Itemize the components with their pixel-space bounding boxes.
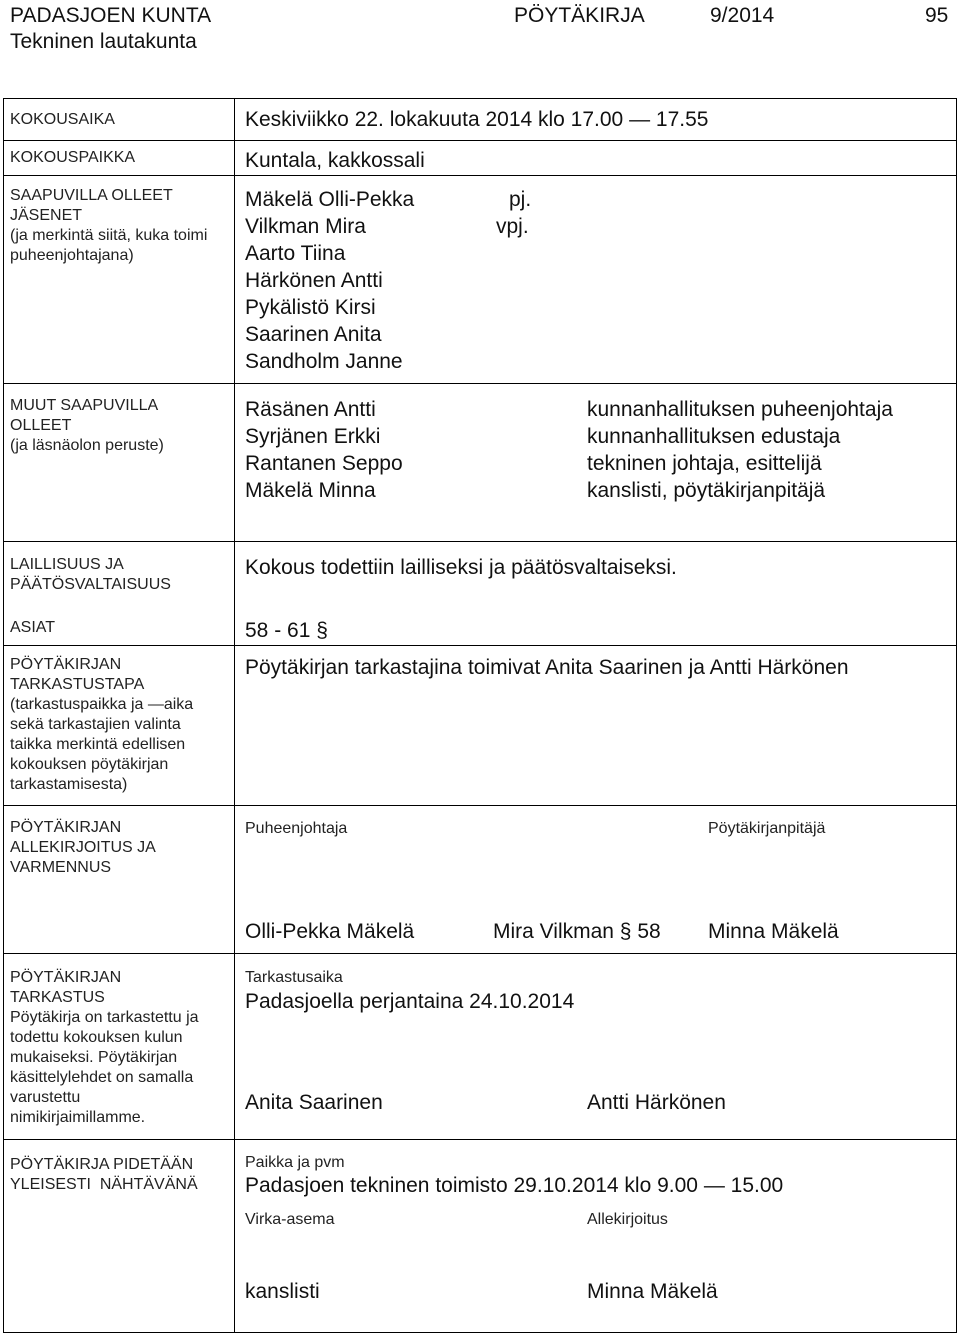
members-list bbox=[245, 186, 414, 375]
row-divider-1 bbox=[3, 140, 957, 141]
others-label: MUUT SAAPUVILLA OLLEET (ja läsnäolon peruste) bbox=[10, 397, 164, 454]
document-type: PÖYTÄKIRJA bbox=[514, 4, 645, 27]
display-place-value: Padasjoen tekninen toimisto 29.10.2014 klo 9.00 — 15.00 bbox=[245, 1174, 784, 1197]
list-item: Rantanen Seppo bbox=[245, 452, 403, 475]
checking-method-label: PÖYTÄKIRJAN TARKASTUSTAPA (tarkastuspaikka ja —aika sekä tarkastajien valinta taikka merkintä edellisen kokouksen pöytäkirjan tarkastamisesta) bbox=[10, 656, 194, 793]
table-border-bottom bbox=[3, 1332, 957, 1333]
list-item: kunnanhallituksen edustaja bbox=[587, 425, 841, 448]
table-border-top bbox=[3, 98, 957, 99]
vice-chair-role: vpj. bbox=[496, 215, 529, 238]
chair-name: Olli-Pekka Mäkelä bbox=[245, 920, 415, 943]
page-number: 95 bbox=[925, 4, 949, 27]
list-item: Sandholm Janne bbox=[245, 350, 403, 373]
checker-1-name: Anita Saarinen bbox=[245, 1091, 383, 1114]
list-item: kanslisti, pöytäkirjanpitäjä bbox=[587, 479, 826, 502]
chair-signature-label: Puheenjohtaja bbox=[245, 820, 348, 837]
row-divider-5 bbox=[3, 645, 957, 646]
list-item: tekninen johtaja, esittelijä bbox=[587, 452, 822, 475]
signing-label: PÖYTÄKIRJAN ALLEKIRJOITUS JA VARMENNUS bbox=[10, 819, 156, 876]
board-name: Tekninen lautakunta bbox=[10, 30, 197, 53]
list-item: Mäkelä Minna bbox=[245, 479, 376, 502]
list-item: Härkönen Antti bbox=[245, 269, 383, 292]
meeting-time-label: KOKOUSAIKA bbox=[10, 111, 115, 128]
list-item: Räsänen Antti bbox=[245, 398, 376, 421]
checking-label: PÖYTÄKIRJAN TARKASTUS Pöytäkirja on tarkastettu ja todettu kokouksen kulun mukaiseksi. Pöytäkirjan käsittelylehdet on samalla varustettu nimikirjaimillamme. bbox=[10, 969, 199, 1126]
signature-value: Minna Mäkelä bbox=[587, 1280, 718, 1303]
position-value: kanslisti bbox=[245, 1280, 320, 1303]
checking-method-value: Pöytäkirjan tarkastajina toimivat Anita Saarinen ja Antti Härkönen bbox=[245, 656, 849, 679]
list-item: Vilkman Mira bbox=[245, 215, 366, 238]
matters-value: 58 - 61 § bbox=[245, 619, 328, 642]
meeting-place-label: KOKOUSPAIKKA bbox=[10, 149, 136, 166]
table-column-divider bbox=[234, 98, 235, 542]
list-item: kunnanhallituksen puheenjohtaja bbox=[587, 398, 893, 421]
display-place-label: Paikka ja pvm bbox=[245, 1154, 345, 1171]
secretary-name: Minna Mäkelä bbox=[708, 920, 839, 943]
table-border-right bbox=[956, 98, 957, 542]
signature-label: Allekirjoitus bbox=[587, 1211, 668, 1228]
lower-border-right bbox=[956, 541, 957, 1333]
legality-value: Kokous todettiin lailliseksi ja päätösvaltaiseksi. bbox=[245, 556, 677, 579]
meeting-place-value: Kuntala, kakkossali bbox=[245, 149, 425, 172]
meeting-time-value: Keskiviikko 22. lokakuuta 2014 klo 17.00 — 17.55 bbox=[245, 108, 709, 131]
others-roles bbox=[587, 396, 893, 504]
list-item: Aarto Tiina bbox=[245, 242, 346, 265]
row-divider-3 bbox=[3, 383, 957, 384]
others-list bbox=[245, 396, 403, 504]
list-item: Syrjänen Erkki bbox=[245, 425, 381, 448]
table-border-left bbox=[3, 98, 4, 542]
secretary-signature-label: Pöytäkirjanpitäjä bbox=[708, 820, 826, 837]
matters-label: ASIAT bbox=[10, 619, 56, 636]
lower-border-left bbox=[3, 541, 4, 1333]
document-number: 9/2014 bbox=[710, 4, 775, 27]
row-divider-4 bbox=[3, 541, 957, 542]
list-item: Pykälistö Kirsi bbox=[245, 296, 376, 319]
checker-2-name: Antti Härkönen bbox=[587, 1091, 726, 1114]
checking-time-label: Tarkastusaika bbox=[245, 969, 343, 986]
row-divider-7 bbox=[3, 953, 957, 954]
checking-time-value: Padasjoella perjantaina 24.10.2014 bbox=[245, 990, 575, 1013]
legality-label: LAILLISUUS JA PÄÄTÖSVALTAISUUS bbox=[10, 556, 171, 593]
municipality-name: PADASJOEN KUNTA bbox=[10, 4, 212, 27]
row-divider-8 bbox=[3, 1139, 957, 1140]
position-label: Virka-asema bbox=[245, 1211, 335, 1228]
row-divider-6 bbox=[3, 805, 957, 806]
list-item: Saarinen Anita bbox=[245, 323, 382, 346]
list-item: Mäkelä Olli-Pekka bbox=[245, 188, 415, 211]
members-label: SAAPUVILLA OLLEET JÄSENET (ja merkintä siitä, kuka toimi puheenjohtajana) bbox=[10, 187, 208, 264]
vice-chair-name: Mira Vilkman § 58 bbox=[493, 920, 661, 943]
display-label: PÖYTÄKIRJA PIDETÄÄN YLEISESTI NÄHTÄVÄNÄ bbox=[10, 1156, 198, 1193]
lower-column-divider bbox=[234, 541, 235, 1333]
row-divider-2 bbox=[3, 175, 957, 176]
chair-role: pj. bbox=[509, 188, 532, 211]
